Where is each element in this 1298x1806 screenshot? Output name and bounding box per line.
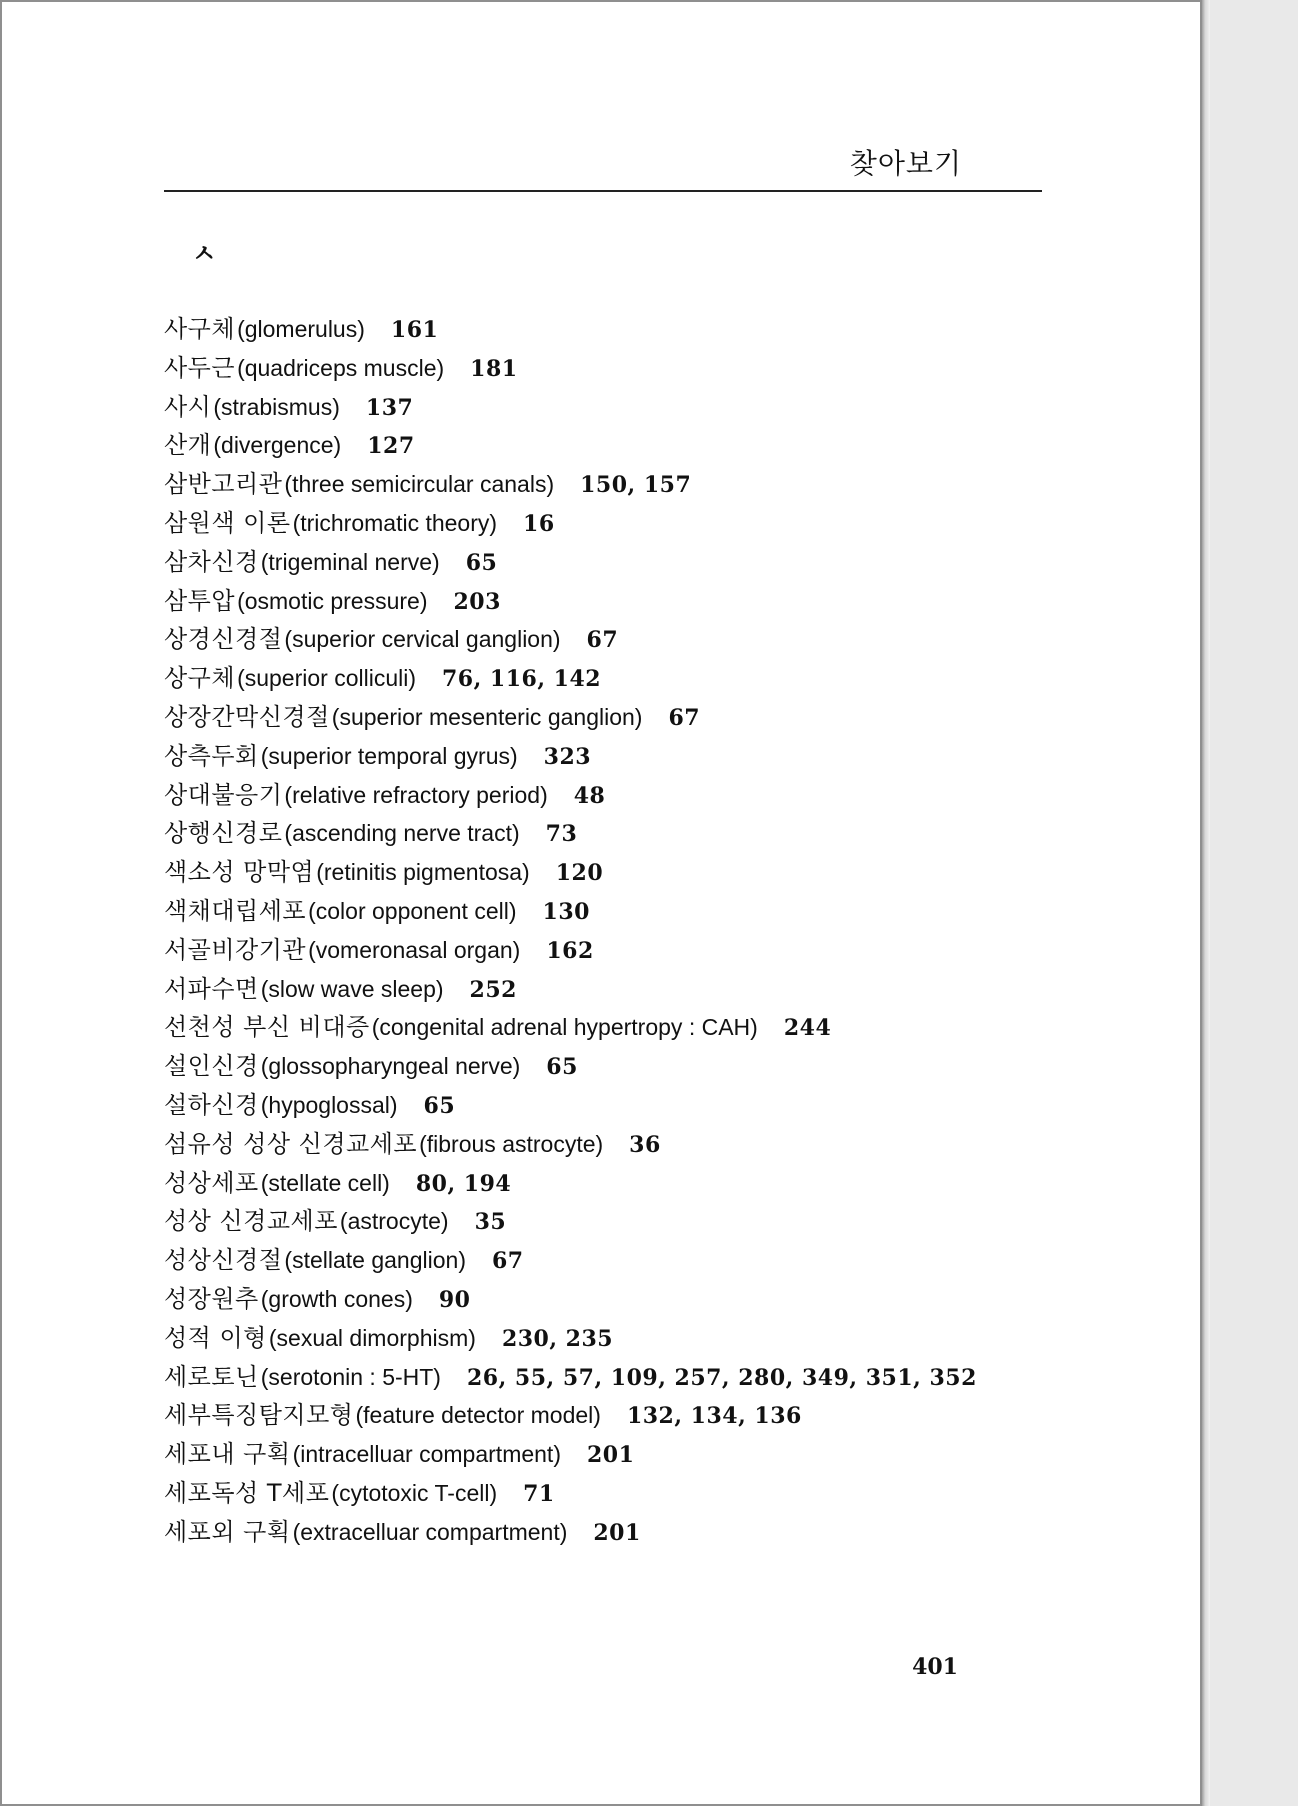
entry-term-korean: 세포독성 T세포 bbox=[164, 1478, 330, 1507]
entry-term-korean: 세포외 구획 bbox=[164, 1517, 291, 1546]
entry-term-korean: 성상세포 bbox=[164, 1168, 259, 1197]
entry-page-refs: 230, 235 bbox=[501, 1325, 614, 1352]
entry-page-refs: 73 bbox=[545, 821, 578, 848]
entry-term-english: (hypoglossal) bbox=[260, 1091, 398, 1118]
entry-term-english: (glomerulus) bbox=[237, 316, 365, 342]
index-entry bbox=[164, 1474, 1064, 1513]
page-edge-shadow bbox=[1202, 0, 1210, 1806]
entry-term-english: (congenital adrenal hypertropy : CAH) bbox=[371, 1014, 758, 1041]
index-entry bbox=[164, 970, 1064, 1009]
section-letter: ㅅ bbox=[192, 239, 217, 268]
entry-term-english: (cytotoxic T-cell) bbox=[331, 1479, 498, 1506]
index-entry-list bbox=[164, 310, 1064, 1552]
entry-term-english: (glossopharyngeal nerve) bbox=[260, 1053, 521, 1080]
entry-term-korean: 삼원색 이론 bbox=[164, 508, 291, 537]
entry-term-english: (astrocyte) bbox=[339, 1208, 449, 1235]
entry-page-refs: 67 bbox=[668, 704, 701, 731]
entry-page-refs: 26, 55, 57, 109, 257, 280, 349, 351, 352 bbox=[466, 1364, 977, 1391]
entry-term-english: (growth cones) bbox=[260, 1285, 413, 1312]
entry-term-korean: 색소성 망막염 bbox=[164, 858, 315, 887]
entry-page-refs: 48 bbox=[573, 782, 606, 809]
entry-term-korean: 상경신경절 bbox=[164, 625, 283, 654]
entry-page-refs: 203 bbox=[453, 588, 501, 615]
index-entry bbox=[164, 465, 1064, 504]
entry-term-korean: 성장원추 bbox=[164, 1284, 259, 1313]
entry-term-english: (slow wave sleep) bbox=[260, 975, 444, 1002]
entry-term-korean: 색채대립세포 bbox=[164, 896, 307, 925]
entry-page-refs: 35 bbox=[474, 1209, 507, 1236]
entry-term-korean: 상대불응기 bbox=[164, 780, 283, 809]
entry-term-korean: 상장간막신경절 bbox=[164, 702, 330, 731]
entry-term-english: (intracelluar compartment) bbox=[292, 1441, 561, 1468]
entry-term-korean: 삼반고리관 bbox=[164, 470, 283, 499]
entry-term-korean: 상행신경로 bbox=[164, 819, 283, 848]
entry-term-korean: 설하신경 bbox=[164, 1090, 259, 1119]
entry-term-korean: 세포내 구획 bbox=[164, 1440, 291, 1469]
entry-page-refs: 127 bbox=[367, 433, 415, 460]
index-entry bbox=[164, 388, 1064, 427]
page-number: 401 bbox=[912, 1654, 958, 1680]
entry-term-korean: 설인신경 bbox=[164, 1052, 259, 1081]
index-entry bbox=[164, 853, 1064, 892]
index-entry bbox=[164, 659, 1064, 698]
index-entry bbox=[164, 1202, 1064, 1241]
entry-page-refs: 323 bbox=[543, 743, 592, 770]
entry-term-english: (feature detector model) bbox=[355, 1402, 601, 1429]
entry-page-refs: 67 bbox=[586, 627, 619, 654]
index-entry bbox=[164, 1319, 1064, 1358]
entry-term-english: (retinitis pigmentosa) bbox=[316, 859, 530, 886]
entry-term-english: (superior mesenteric ganglion) bbox=[331, 703, 643, 730]
entry-term-korean: 삼차신경 bbox=[164, 547, 259, 576]
index-entry bbox=[164, 1008, 1064, 1047]
entry-term-korean: 선천성 부신 비대증 bbox=[164, 1013, 370, 1042]
index-entry bbox=[164, 776, 1064, 815]
entry-term-korean: 성적 이형 bbox=[164, 1323, 267, 1352]
index-entry bbox=[164, 504, 1064, 543]
entry-page-refs: 181 bbox=[470, 355, 518, 382]
index-entry bbox=[164, 698, 1064, 737]
entry-term-korean: 사시 bbox=[164, 392, 212, 421]
entry-term-english: (vomeronasal organ) bbox=[308, 936, 521, 963]
entry-term-english: (three semicircular canals) bbox=[284, 471, 555, 498]
entry-term-english: (superior colliculi) bbox=[237, 665, 416, 692]
entry-page-refs: 252 bbox=[469, 976, 517, 1003]
entry-term-korean: 서골비강기관 bbox=[164, 935, 307, 964]
index-entry bbox=[164, 737, 1064, 776]
entry-page-refs: 130 bbox=[542, 898, 590, 925]
entry-term-english: (sexual dimorphism) bbox=[268, 1324, 476, 1351]
entry-term-korean: 산개 bbox=[164, 431, 212, 460]
entry-page-refs: 16 bbox=[523, 510, 555, 537]
entry-page-refs: 137 bbox=[365, 394, 414, 421]
index-entry bbox=[164, 1164, 1064, 1203]
index-entry bbox=[164, 892, 1064, 931]
index-entry bbox=[164, 1241, 1064, 1280]
index-entry bbox=[164, 1396, 1064, 1435]
entry-page-refs: 161 bbox=[390, 317, 439, 343]
entry-term-english: (strabismus) bbox=[213, 393, 340, 420]
entry-page-refs: 244 bbox=[783, 1015, 832, 1042]
index-entry bbox=[164, 543, 1064, 582]
index-entry bbox=[164, 931, 1064, 970]
entry-page-refs: 76, 116, 142 bbox=[442, 666, 602, 693]
entry-term-english: (relative refractory period) bbox=[284, 781, 548, 808]
index-entry bbox=[164, 620, 1064, 659]
entry-term-korean: 사구체 bbox=[164, 315, 236, 343]
running-head: 찾아보기 bbox=[849, 147, 962, 180]
entry-page-refs: 65 bbox=[423, 1092, 456, 1119]
entry-term-english: (ascending nerve tract) bbox=[284, 820, 520, 847]
entry-term-english: (color opponent cell) bbox=[308, 897, 517, 924]
index-entry bbox=[164, 814, 1064, 853]
entry-term-english: (divergence) bbox=[213, 432, 342, 459]
index-entry bbox=[164, 349, 1064, 388]
entry-term-english: (fibrous astrocyte) bbox=[419, 1130, 604, 1157]
header-rule bbox=[164, 190, 1042, 192]
entry-page-refs: 201 bbox=[593, 1519, 641, 1546]
entry-term-korean: 성상신경절 bbox=[164, 1246, 283, 1275]
entry-term-english: (quadriceps muscle) bbox=[237, 354, 445, 381]
entry-term-english: (serotonin : 5-HT) bbox=[260, 1363, 441, 1390]
entry-term-english: (superior cervical ganglion) bbox=[284, 626, 561, 653]
entry-page-refs: 65 bbox=[546, 1054, 578, 1081]
entry-term-english: (stellate cell) bbox=[260, 1169, 390, 1196]
entry-term-english: (trichromatic theory) bbox=[292, 509, 498, 536]
index-entry bbox=[164, 1435, 1064, 1474]
entry-term-korean: 상측두회 bbox=[164, 741, 259, 770]
entry-term-english: (extracelluar compartment) bbox=[292, 1518, 568, 1545]
entry-page-refs: 36 bbox=[629, 1131, 661, 1158]
index-entry bbox=[164, 1125, 1064, 1164]
entry-term-korean: 상구체 bbox=[164, 664, 236, 693]
entry-page-refs: 80, 194 bbox=[415, 1170, 512, 1197]
index-entry bbox=[164, 1086, 1064, 1125]
entry-term-korean: 서파수면 bbox=[164, 974, 259, 1003]
entry-page-refs: 90 bbox=[438, 1286, 471, 1313]
entry-term-korean: 사두근 bbox=[164, 353, 236, 382]
index-entry bbox=[164, 426, 1064, 465]
index-entry bbox=[164, 582, 1064, 621]
entry-page-refs: 67 bbox=[491, 1248, 524, 1275]
index-entry bbox=[164, 1358, 1064, 1397]
index-entry bbox=[164, 1280, 1064, 1319]
entry-page-refs: 71 bbox=[523, 1480, 555, 1507]
entry-term-korean: 세부특징탐지모형 bbox=[164, 1401, 354, 1430]
entry-term-korean: 섬유성 성상 신경교세포 bbox=[164, 1129, 418, 1158]
index-entry bbox=[164, 1047, 1064, 1086]
entry-term-korean: 성상 신경교세포 bbox=[164, 1207, 338, 1236]
entry-page-refs: 150, 157 bbox=[580, 472, 692, 499]
entry-term-english: (trigeminal nerve) bbox=[260, 548, 440, 575]
entry-page-refs: 162 bbox=[546, 937, 594, 964]
entry-page-refs: 201 bbox=[586, 1442, 635, 1469]
index-entry bbox=[164, 310, 1064, 349]
entry-term-english: (superior temporal gyrus) bbox=[260, 742, 518, 769]
entry-term-korean: 삼투압 bbox=[164, 586, 236, 615]
entry-term-english: (stellate ganglion) bbox=[284, 1247, 466, 1274]
entry-page-refs: 120 bbox=[555, 860, 604, 887]
index-entry bbox=[164, 1513, 1064, 1552]
entry-term-english: (osmotic pressure) bbox=[237, 587, 428, 614]
entry-term-korean: 세로토닌 bbox=[164, 1362, 259, 1391]
entry-page-refs: 65 bbox=[465, 549, 498, 576]
entry-page-refs: 132, 134, 136 bbox=[626, 1403, 802, 1430]
